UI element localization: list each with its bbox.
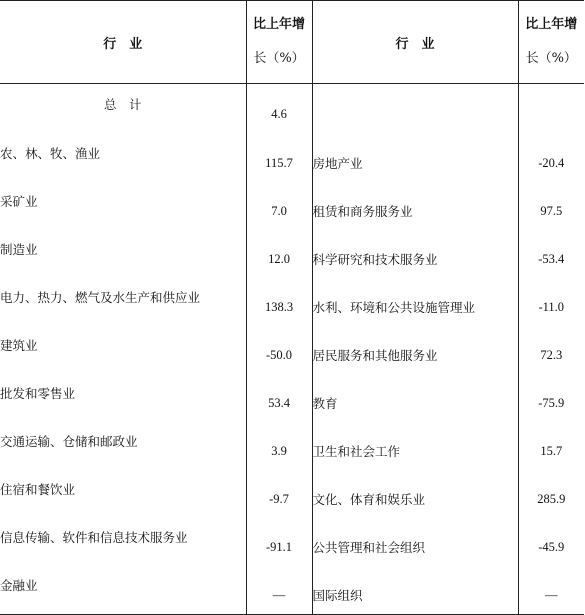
header-growth-left-line1: 比上年增 bbox=[252, 17, 305, 32]
header-growth-right bbox=[518, 1, 584, 84]
total-value: 4.6 bbox=[246, 84, 312, 135]
row-left-growth-value: -50.0 bbox=[246, 326, 312, 374]
row-left-industry-name: 信息传输、软件和信息技术服务业 bbox=[0, 518, 246, 566]
table-row bbox=[0, 566, 584, 615]
header-growth-left bbox=[246, 1, 312, 84]
row-left-industry-name: 电力、热力、燃气及水生产和供应业 bbox=[0, 278, 246, 326]
table-row bbox=[0, 422, 584, 470]
row-left-growth-value: -9.7 bbox=[246, 470, 312, 518]
row-left-growth-value: — bbox=[246, 566, 312, 615]
row-left-growth-value: -91.1 bbox=[246, 518, 312, 566]
row-left-industry-name: 批发和零售业 bbox=[0, 374, 246, 422]
row-right-growth-value: -45.9 bbox=[538, 539, 565, 554]
total-right-value-empty bbox=[518, 84, 584, 135]
row-right-industry-name: 国际组织 bbox=[312, 566, 518, 615]
row-right-industry-name: 公共管理和社会组织 bbox=[312, 518, 518, 566]
table-row-total bbox=[0, 84, 584, 135]
row-right-industry-name: 科学研究和技术服务业 bbox=[312, 230, 518, 278]
row-right-growth-value: 72.3 bbox=[540, 347, 563, 362]
header-growth-left-line2: 长（%） bbox=[253, 51, 305, 66]
row-right-growth-value: — bbox=[518, 566, 584, 615]
table-row bbox=[0, 182, 584, 230]
row-left-growth-value: 115.7 bbox=[246, 134, 312, 182]
row-right-industry-name: 居民服务和其他服务业 bbox=[312, 326, 518, 374]
row-right-industry-name: 教育 bbox=[312, 374, 518, 422]
row-right-growth-value: -20.4 bbox=[538, 155, 565, 170]
header-industry-left-label: 行 业 bbox=[103, 36, 143, 52]
row-left-industry-name: 金融业 bbox=[0, 566, 246, 615]
table-row bbox=[0, 230, 584, 278]
row-right-growth-value: 15.7 bbox=[540, 443, 563, 458]
table-row bbox=[0, 470, 584, 518]
row-right-industry-name: 房地产业 bbox=[312, 134, 518, 182]
row-right-growth-value: -53.4 bbox=[538, 251, 565, 266]
row-left-industry-name: 交通运输、仓储和邮政业 bbox=[0, 422, 246, 470]
row-right-industry-name: 卫生和社会工作 bbox=[312, 422, 518, 470]
row-left-industry-name: 住宿和餐饮业 bbox=[0, 470, 246, 518]
header-industry-right bbox=[312, 1, 518, 84]
table-row bbox=[0, 134, 584, 182]
row-left-industry-name: 建筑业 bbox=[0, 326, 246, 374]
header-industry-right-label: 行 业 bbox=[395, 36, 435, 52]
header-industry-left bbox=[0, 1, 246, 84]
total-label: 总 计 bbox=[0, 84, 246, 135]
row-left-growth-value: 12.0 bbox=[246, 230, 312, 278]
row-left-industry-name: 农、林、牧、渔业 bbox=[0, 134, 246, 182]
row-left-growth-value: 53.4 bbox=[246, 374, 312, 422]
table-header-row bbox=[0, 1, 584, 84]
row-left-growth-value: 3.9 bbox=[246, 422, 312, 470]
row-left-industry-name: 采矿业 bbox=[0, 182, 246, 230]
row-right-growth-value: -75.9 bbox=[538, 395, 565, 410]
table-row bbox=[0, 278, 584, 326]
row-right-industry-name: 水利、环境和公共设施管理业 bbox=[312, 278, 518, 326]
table-row bbox=[0, 518, 584, 566]
row-right-growth-value: 285.9 bbox=[537, 491, 566, 506]
row-left-growth-value: 7.0 bbox=[246, 182, 312, 230]
table-row bbox=[0, 374, 584, 422]
row-right-growth-value: 97.5 bbox=[540, 203, 563, 218]
row-right-growth-value: -11.0 bbox=[538, 299, 565, 314]
row-right-industry-name: 文化、体育和娱乐业 bbox=[312, 470, 518, 518]
header-growth-right-line2: 长（%） bbox=[525, 51, 577, 66]
header-growth-right-line1: 比上年增 bbox=[525, 17, 578, 32]
row-left-industry-name: 制造业 bbox=[0, 230, 246, 278]
row-left-growth-value: 138.3 bbox=[246, 278, 312, 326]
total-right-empty bbox=[312, 84, 518, 135]
row-right-industry-name: 租赁和商务服务业 bbox=[312, 182, 518, 230]
table-row bbox=[0, 326, 584, 374]
